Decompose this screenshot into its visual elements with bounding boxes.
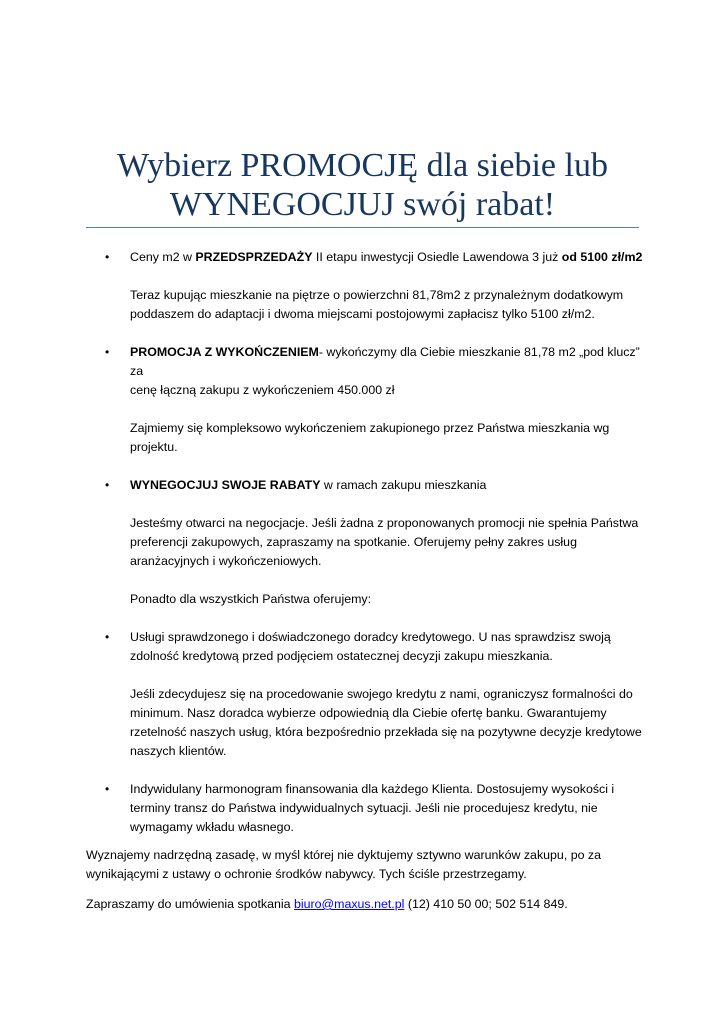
list-item-presale: • Ceny m2 w PRZEDSPRZEDAŻY II etapu inwestycji Osiedle Lawendowa 3 już od 5100 zł/m2: [86, 248, 646, 267]
bullet-icon: •: [105, 250, 110, 264]
bullet-icon: •: [105, 478, 110, 492]
contact-line: Zapraszamy do umówienia spotkania biuro@maxus.net.pl (12) 410 50 00; 502 514 849.: [86, 897, 568, 911]
negotiate-details: Jesteśmy otwarci na negocjacje. Jeśli żadna z proponowanych promocji nie spełnia Państwa preferencji zakupowych, zapraszamy na spotkanie. Oferujemy pełny zakres usług aranżacyjnych i wykończeniowych.: [130, 516, 639, 568]
title-line-2: WYNEGOCJUJ swój rabat!: [169, 186, 556, 223]
list-item-negotiate: • WYNEGOCJUJ SWOJE RABATY w ramach zakupu mieszkania: [86, 476, 646, 495]
bullet-icon: •: [105, 782, 110, 796]
presale-details: Teraz kupując mieszkanie na piętrze o powierzchni 81,78m2 z przynależnym dodatkowym poddaszem do adaptacji i dwoma miejscami postojowymi zapłacisz tylko 5100 zł/m2.: [130, 288, 624, 321]
document-body: [86, 248, 646, 914]
list-item-credit-advisor: • Usługi sprawdzonego i doświadczonego doradcy kredytowego. U nas sprawdzisz swoją zdolność kredytową przed podjęciem ostatecznej decyzji zakupu mieszkania.: [105, 630, 611, 663]
closing-principle: Wyznajemy nadrzędną zasadę, w myśl której nie dyktujemy sztywno warunków zakupu, po za wynikającymi z ustawy o ochronie środków nabywcy. Tych ściśle przestrzegamy.: [86, 848, 602, 881]
credit-advisor-details: Jeśli zdecydujesz się na procedowanie swojego kredytu z nami, ograniczysz formalności do minimum. Nasz doradca wybierze odpowiednią dla Ciebie ofertę banku. Gwarantujemy rzetelność naszych usług, która bezpośrednio przekłada się na pozytywne decyzje kredytowe naszych klientów.: [130, 687, 642, 758]
finishing-details: Zajmiemy się kompleksowo wykończeniem zakupionego przez Państwa mieszkania wg projektu.: [130, 421, 610, 454]
bullet-icon: •: [105, 630, 110, 644]
list-item-finishing-promo: • PROMOCJA Z WYKOŃCZENIEM- wykończymy dla Ciebie mieszkanie 81,78 m2 „pod klucz” za cenę łączną zakupu z wykończeniem 450.000 zł: [105, 345, 640, 397]
offer-intro: Ponadto dla wszystkich Państwa oferujemy:: [130, 592, 372, 606]
page-title: [0, 146, 725, 224]
email-link[interactable]: biuro@maxus.net.pl: [294, 897, 405, 911]
title-line-1: Wybierz PROMOCJĘ dla siebie lub: [117, 147, 608, 184]
list-item-payment-schedule: • Indywidulany harmonogram finansowania dla każdego Klienta. Dostosujemy wysokości i terminy transz do Państwa indywidualnych sytuacji. Jeśli nie procedujesz kredytu, nie wymagamy wkładu własnego.: [105, 782, 615, 834]
bullet-icon: •: [105, 345, 110, 359]
title-underline: [86, 227, 639, 228]
